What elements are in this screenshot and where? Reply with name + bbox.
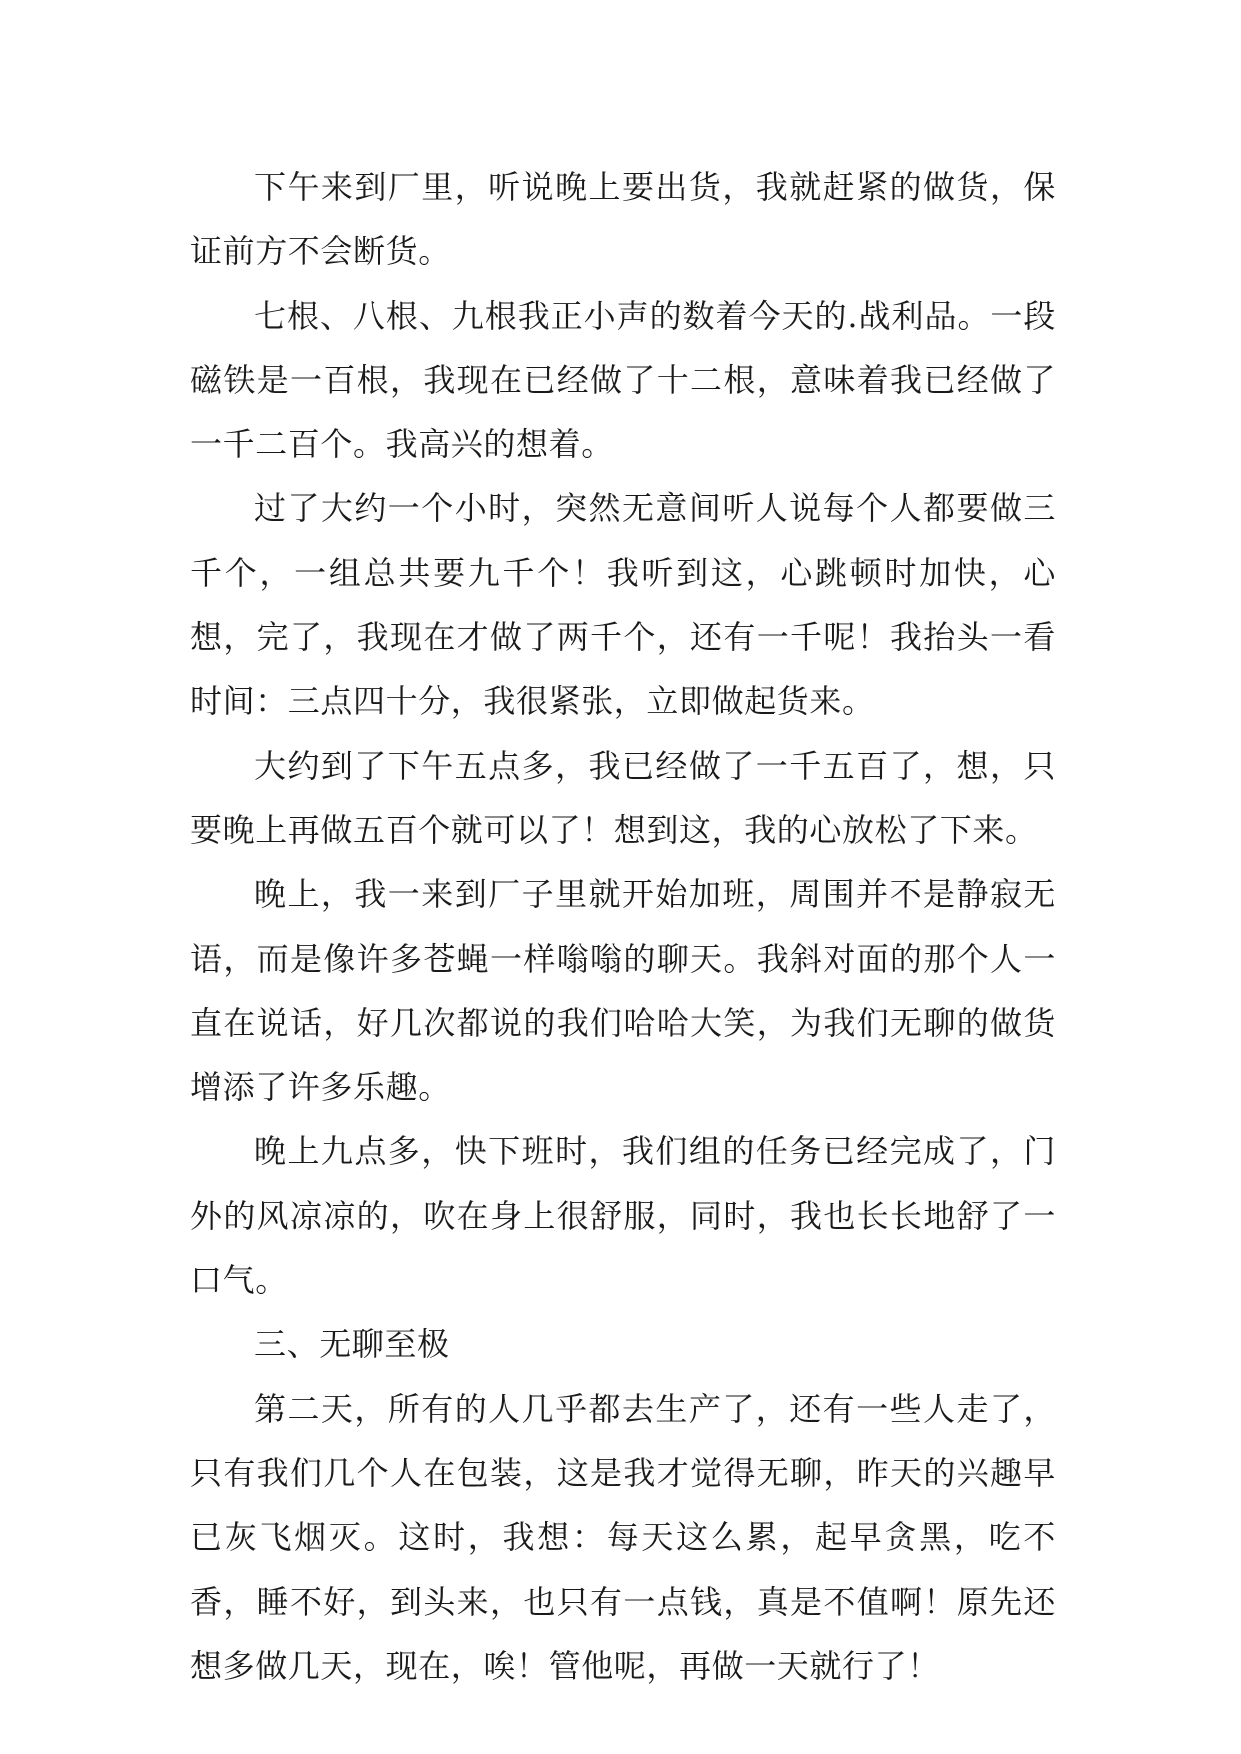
paragraph-5: 晚上，我一来到厂子里就开始加班，周围并不是静寂无语，而是像许多苍蝇一样嗡嗡的聊天。我斜对面的那个人一直在说话，好几次都说的我们哈哈大笑，为我们无聊的做货增添了许多乐趣。	[190, 875, 1056, 1107]
paragraph-4: 大约到了下午五点多，我已经做了一千五百了，想，只要晚上再做五百个就可以了！想到这，我的心放松了下来。	[190, 746, 1056, 849]
document-body	[190, 155, 1056, 1698]
section-heading: 三、无聊至极	[254, 1325, 450, 1364]
paragraph-3: 过了大约一个小时，突然无意间听人说每个人都要做三千个，一组总共要九千个！我听到这，心跳顿时加快，心想，完了，我现在才做了两千个，还有一千呢！我抬头一看时间：三点四十分，我很紧张，立即做起货来。	[190, 489, 1056, 721]
paragraph-7: 第二天，所有的人几乎都去生产了，还有一些人走了，只有我们几个人在包装，这是我才觉得无聊，昨天的兴趣早已灰飞烟灭。这时，我想：每天这么累，起早贪黑，吃不香，睡不好，到头来，也只有一点钱，真是不值啊！原先还想多做几天，现在，唉！管他呢，再做一天就行了！	[190, 1389, 1056, 1685]
paragraph-2: 七根、八根、九根我正小声的数着今天的.战利品。一段磁铁是一百根，我现在已经做了十二根，意味着我已经做了一千二百个。我高兴的想着。	[190, 296, 1056, 464]
paragraph-6: 晚上九点多，快下班时，我们组的任务已经完成了，门外的风凉凉的，吹在身上很舒服，同时，我也长长地舒了一口气。	[190, 1132, 1056, 1300]
paragraph-1: 下午来到厂里，听说晚上要出货，我就赶紧的做货，保证前方不会断货。	[190, 168, 1056, 271]
